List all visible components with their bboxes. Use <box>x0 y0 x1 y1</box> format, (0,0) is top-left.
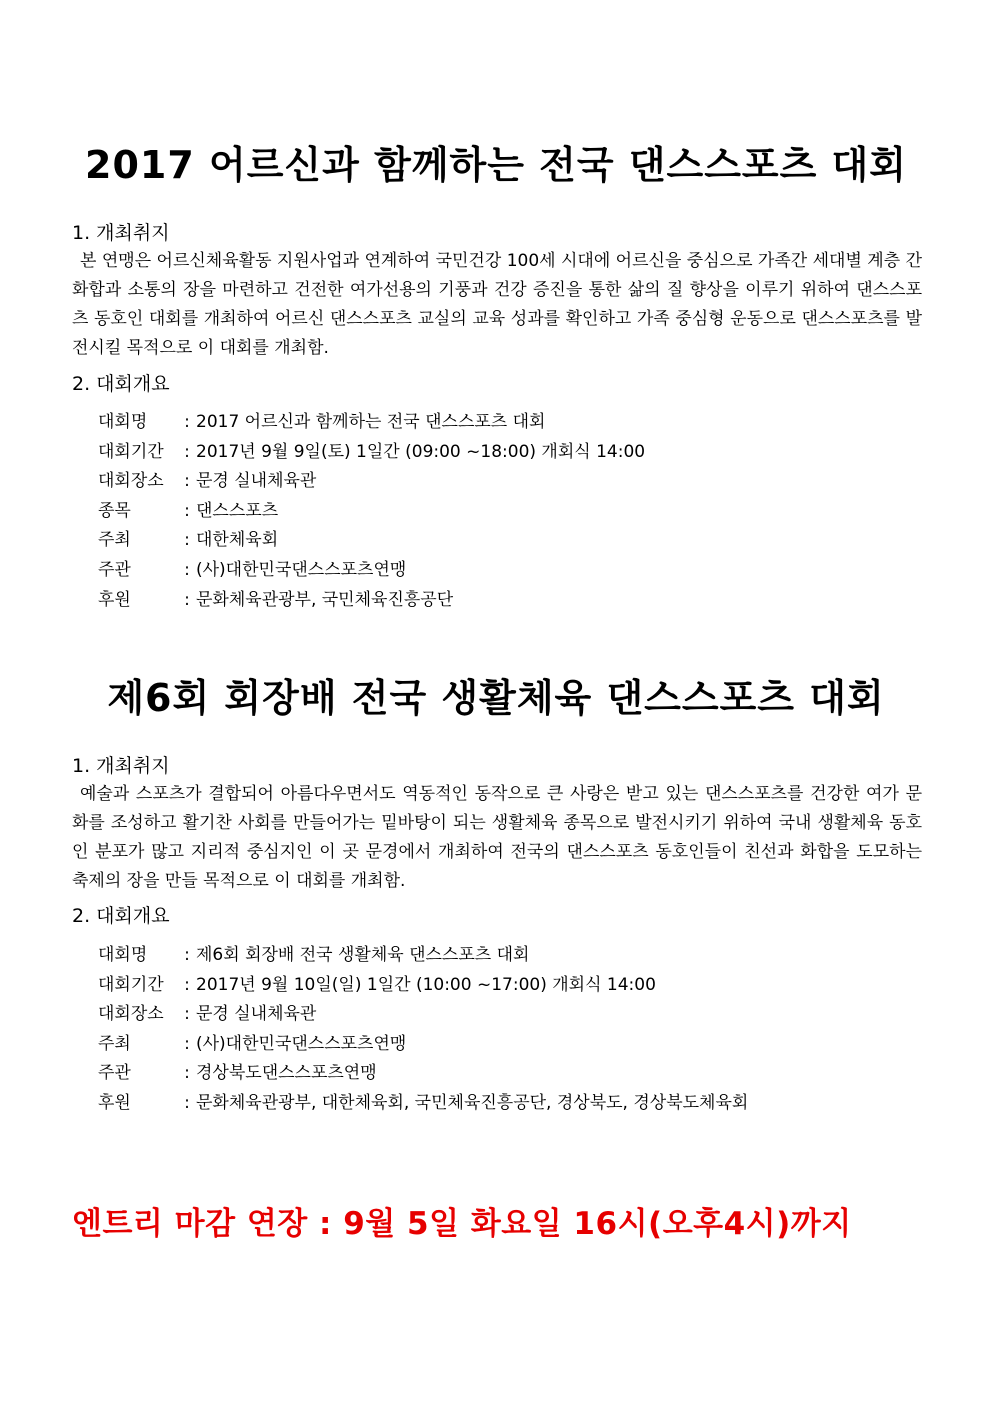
row-colon: : <box>184 1063 190 1084</box>
row-value: 문화체육관광부, 대한체육회, 국민체육진흥공단, 경상북도, 경상북도체육회 <box>196 1092 749 1113</box>
event2-title: 제6회 회장배 전국 생활체육 댄스스포츠 대회 <box>107 676 885 720</box>
row-colon: : <box>184 412 190 432</box>
row-label: 대회명 <box>98 945 148 965</box>
event1-row-host <box>98 526 645 556</box>
event2-row-sponsor <box>98 1089 748 1119</box>
event2-purpose-text: 예술과 스포츠가 결합되어 아름다우면서도 역동적인 동작으로 큰 사랑은 받고 있는 댄스스포츠를 건강한 여가 문화를 조성하고 활기찬 사회를 만들어가는 밑바탕이 되는 생활체육 종목으로 발전시키기 위하여 국내 생활체육 동호인 분포가 많고 지리적 중심지인 이 곳 문경에서 개최하여 전국의 댄스스포츠 동호인들이 친선과 화합을 도모하는 축제의 장을 만들 목적으로 이 대회를 개최함. <box>72 784 922 891</box>
row-value: 대한체육회 <box>196 530 279 551</box>
event2-row-organizer <box>98 1059 748 1089</box>
event2-overview-list <box>98 941 748 1119</box>
row-colon: : <box>184 471 190 492</box>
row-label: 주관 <box>98 559 131 580</box>
row-colon: : <box>184 974 190 995</box>
row-label: 대회기간 <box>98 974 164 995</box>
event1-row-period <box>98 438 645 468</box>
row-value: 2017년 9월 10일(일) 1일간 (10:00 ~17:00) 개회식 14:00 <box>196 974 656 995</box>
event2-overview-heading: 2. 대회개요 <box>72 905 170 927</box>
row-value: 제6회 회장배 전국 생활체육 댄스스포츠 대회 <box>196 945 530 965</box>
row-value: 문경 실내체육관 <box>196 471 317 492</box>
event1-title: 2017 어르신과 함께하는 전국 댄스스포츠 대회 <box>85 143 907 187</box>
row-colon: : <box>184 1092 190 1113</box>
event2-row-host <box>98 1030 748 1060</box>
row-label: 주최 <box>98 530 131 551</box>
event1-row-organizer <box>98 556 645 586</box>
event1-purpose-heading: 1. 개최취지 <box>72 222 170 244</box>
row-label: 종목 <box>98 500 131 521</box>
row-value: 경상북도댄스스포츠연맹 <box>196 1063 377 1084</box>
row-value: 2017년 9월 9일(토) 1일간 (09:00 ~18:00) 개회식 14:00 <box>196 441 646 462</box>
event1-overview-list <box>98 408 645 615</box>
row-label: 대회명 <box>98 412 148 432</box>
row-label: 대회기간 <box>98 441 164 462</box>
row-colon: : <box>184 1004 190 1025</box>
row-label: 대회장소 <box>98 1004 164 1025</box>
row-colon: : <box>184 559 190 580</box>
event2-row-venue <box>98 1000 748 1030</box>
event2-row-name <box>98 941 748 971</box>
row-value: (사)대한민국댄스스포츠연맹 <box>196 1033 407 1054</box>
row-label: 후원 <box>98 1092 131 1113</box>
event1-row-venue <box>98 467 645 497</box>
row-colon: : <box>184 1033 190 1054</box>
row-label: 후원 <box>98 589 131 610</box>
event1-row-category <box>98 497 645 527</box>
row-colon: : <box>184 500 190 521</box>
entry-deadline-notice: 엔트리 마감 연장 : 9월 5일 화요일 16시(오후4시)까지 <box>72 1206 852 1242</box>
event1-overview-heading: 2. 대회개요 <box>72 373 170 395</box>
row-value: (사)대한민국댄스스포츠연맹 <box>196 559 407 580</box>
row-label: 주관 <box>98 1063 131 1084</box>
event1-row-sponsor <box>98 586 645 616</box>
event2-row-period <box>98 971 748 1001</box>
event1-row-name <box>98 408 645 438</box>
row-label: 주최 <box>98 1033 131 1054</box>
row-value: 2017 어르신과 함께하는 전국 댄스스포츠 대회 <box>196 412 546 432</box>
row-value: 문화체육관광부, 국민체육진흥공단 <box>196 589 454 610</box>
event2-purpose-heading: 1. 개최취지 <box>72 755 170 777</box>
row-colon: : <box>184 945 190 965</box>
event1-purpose-text: 본 연맹은 어르신체육활동 지원사업과 연계하여 국민건강 100세 시대에 어르신을 중심으로 가족간 세대별 계층 간 화합과 소통의 장을 마련하고 건전한 여가선용의 기풍과 건강 증진을 통한 삶의 질 향상을 이루기 위하여 댄스스포츠 동호인 대회를 개최하여 어르신 댄스스포츠 교실의 교육 성과를 확인하고 가족 중심형 운동으로 댄스스포츠를 발전시킬 목적으로 이 대회를 개최함. <box>72 251 922 358</box>
row-value: 댄스스포츠 <box>196 500 279 521</box>
row-label: 대회장소 <box>98 471 164 492</box>
row-colon: : <box>184 530 190 551</box>
row-value: 문경 실내체육관 <box>196 1004 317 1025</box>
row-colon: : <box>184 441 190 462</box>
row-colon: : <box>184 589 190 610</box>
